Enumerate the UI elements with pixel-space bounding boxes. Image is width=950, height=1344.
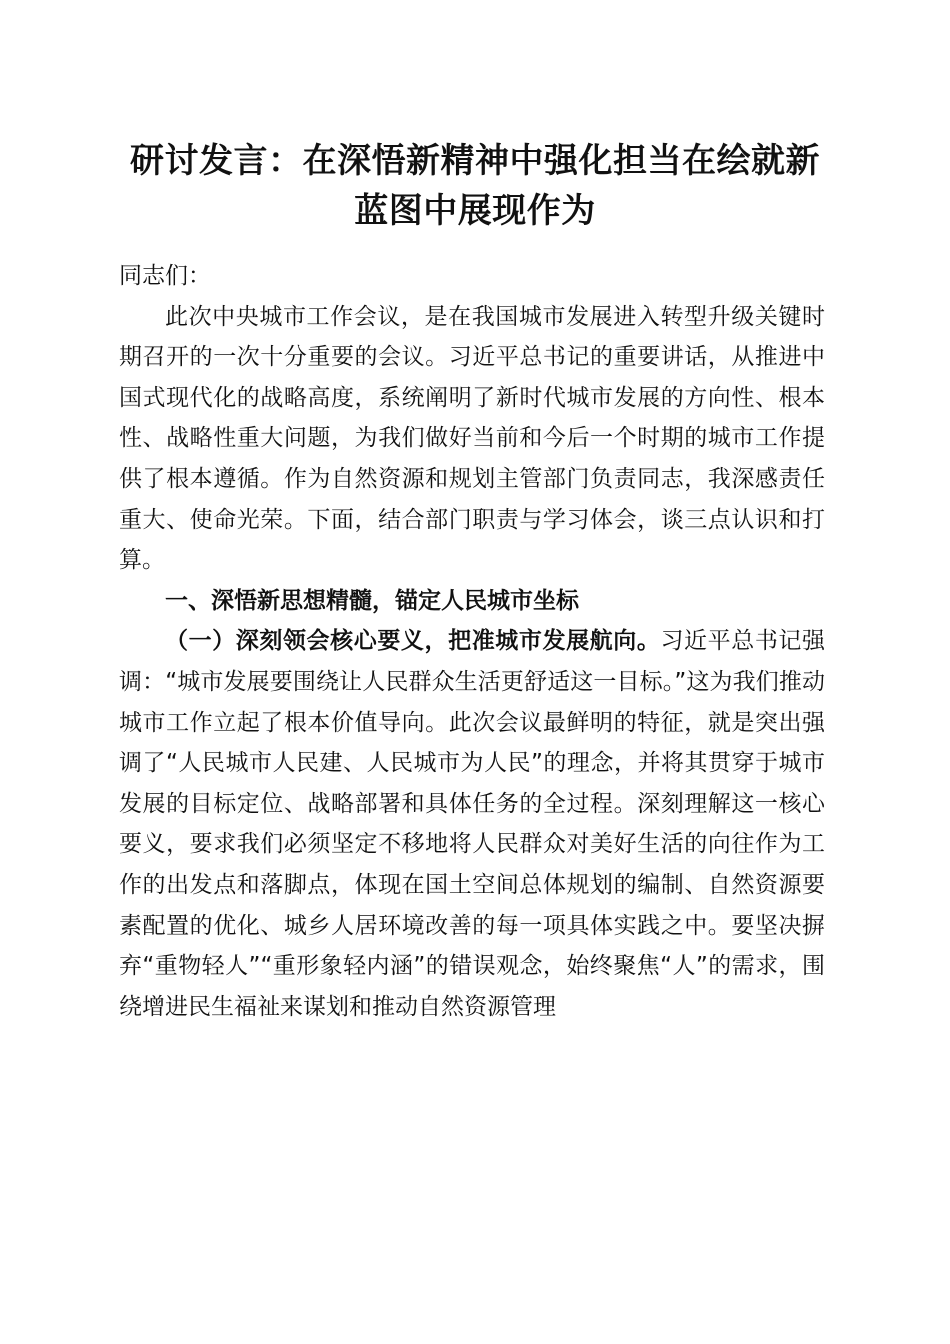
section-heading-1: 一、深悟新思想精髓，锚定人民城市坐标 <box>165 587 579 614</box>
intro-paragraph: 此次中央城市工作会议，是在我国城市发展进入转型升级关键时期召开的一次十分重要的会议。习近平总书记的重要讲话，从推进中国式现代化的战略高度，系统阐明了新时代城市发展的方向性、根本性、战略性重大问题，为我们做好当前和今后一个时期的城市工作提供了根本遵循。作为自然资源和规划主管部门负责同志，我深感责任重大、使命光荣。下面，结合部门职责与学习体会，谈三点认识和打算。 <box>119 303 825 574</box>
title-line-2: 蓝图中展现作为 <box>354 191 596 231</box>
subsection-heading-1: （一）深刻领会核心要义，把准城市发展航向。 <box>165 628 661 655</box>
document-title <box>100 136 850 236</box>
subsection-text-1: 习近平总书记强调：“城市发展要围绕让人民群众生活更舒适这一目标。”这为我们推动城市工作立起了根本价值导向。此次会议最鲜明的特征，就是突出强调了“人民城市人民建、人民城市为人民”的理念，并将其贯穿于城市发展的目标定位、战略部署和具体任务的全过程。深刻理解这一核心要义，要求我们必须坚定不移地将人民群众对美好生活的向往作为工作的出发点和落脚点，体现在国土空间总体规划的编制、自然资源要素配置的优化、城乡人居环境改善的每一项具体实践之中。要坚决摒弃“重物轻人”“重形象轻内涵”的错误观念，始终聚焦“人”的需求，围绕增进民生福祉来谋划和推动自然资源管理 <box>119 628 826 1020</box>
title-line-1: 研讨发言：在深悟新精神中强化担当在绘就新 <box>130 141 820 181</box>
document-body <box>119 256 825 1027</box>
subsection-paragraph-1 <box>119 621 825 1027</box>
greeting: 同志们： <box>119 263 211 289</box>
